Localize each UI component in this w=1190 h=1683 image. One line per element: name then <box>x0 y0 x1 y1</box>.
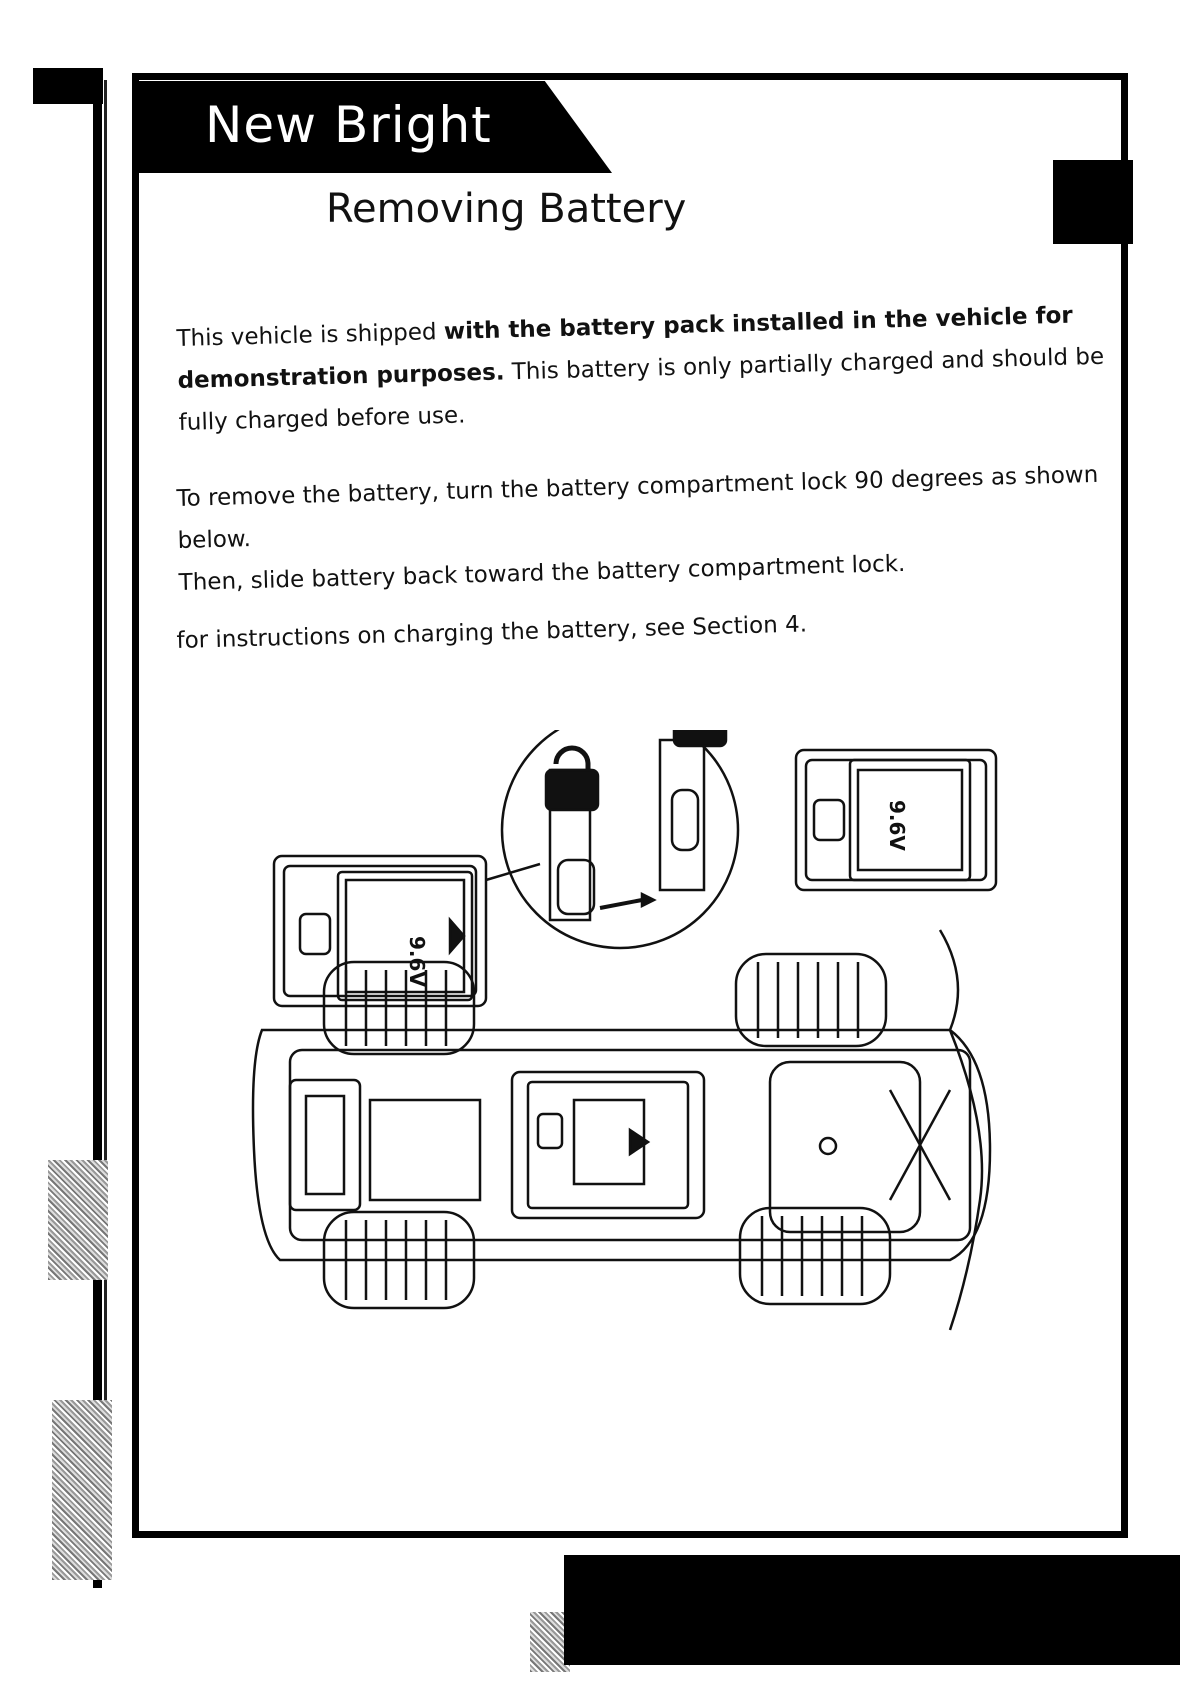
scan-bottom-bar <box>564 1555 1180 1665</box>
wheel-rear-right <box>740 1208 890 1304</box>
lock-detail-zoom <box>502 730 738 948</box>
scan-noise <box>48 1160 108 1280</box>
scan-edge-rule <box>93 68 102 1588</box>
battery-label: 9.6V <box>885 800 909 851</box>
vehicle-underside <box>253 930 990 1330</box>
battery-label: 9.6V <box>405 936 429 987</box>
battery-removal-illustration <box>250 730 1090 1410</box>
lock-closed-icon <box>546 748 598 810</box>
shipping-note-bold: with the battery pack installed in the vehicle for demonstration purposes. <box>177 302 1074 394</box>
lock-open-icon <box>674 730 726 746</box>
shipping-note-lead: This vehicle is shipped <box>176 318 445 352</box>
removal-instructions-paragraph <box>176 453 1119 604</box>
wheel-front-left <box>324 962 474 1054</box>
removal-step-2: Then, slide battery back toward the battery compartment lock. <box>178 550 906 596</box>
shipping-note-tail: This battery is only partially charged and should be fully charged before use. <box>178 343 1105 436</box>
removal-step-1: To remove the battery, turn the battery compartment lock 90 degrees as shown below. <box>176 461 1099 554</box>
scan-noise <box>52 1400 112 1580</box>
section-tab <box>1053 160 1133 244</box>
brand-name: New Bright <box>205 96 492 154</box>
shipping-note-paragraph <box>176 293 1119 444</box>
charging-reference: for instructions on charging the battery, see Section 4. <box>176 611 808 654</box>
wheel-rear-left <box>736 954 886 1046</box>
page-title: Removing Battery <box>326 186 687 232</box>
battery-compartment-left-view <box>274 856 486 1006</box>
scan-edge-rule-inner <box>104 80 107 1580</box>
battery-compartment-right-view <box>796 750 996 890</box>
